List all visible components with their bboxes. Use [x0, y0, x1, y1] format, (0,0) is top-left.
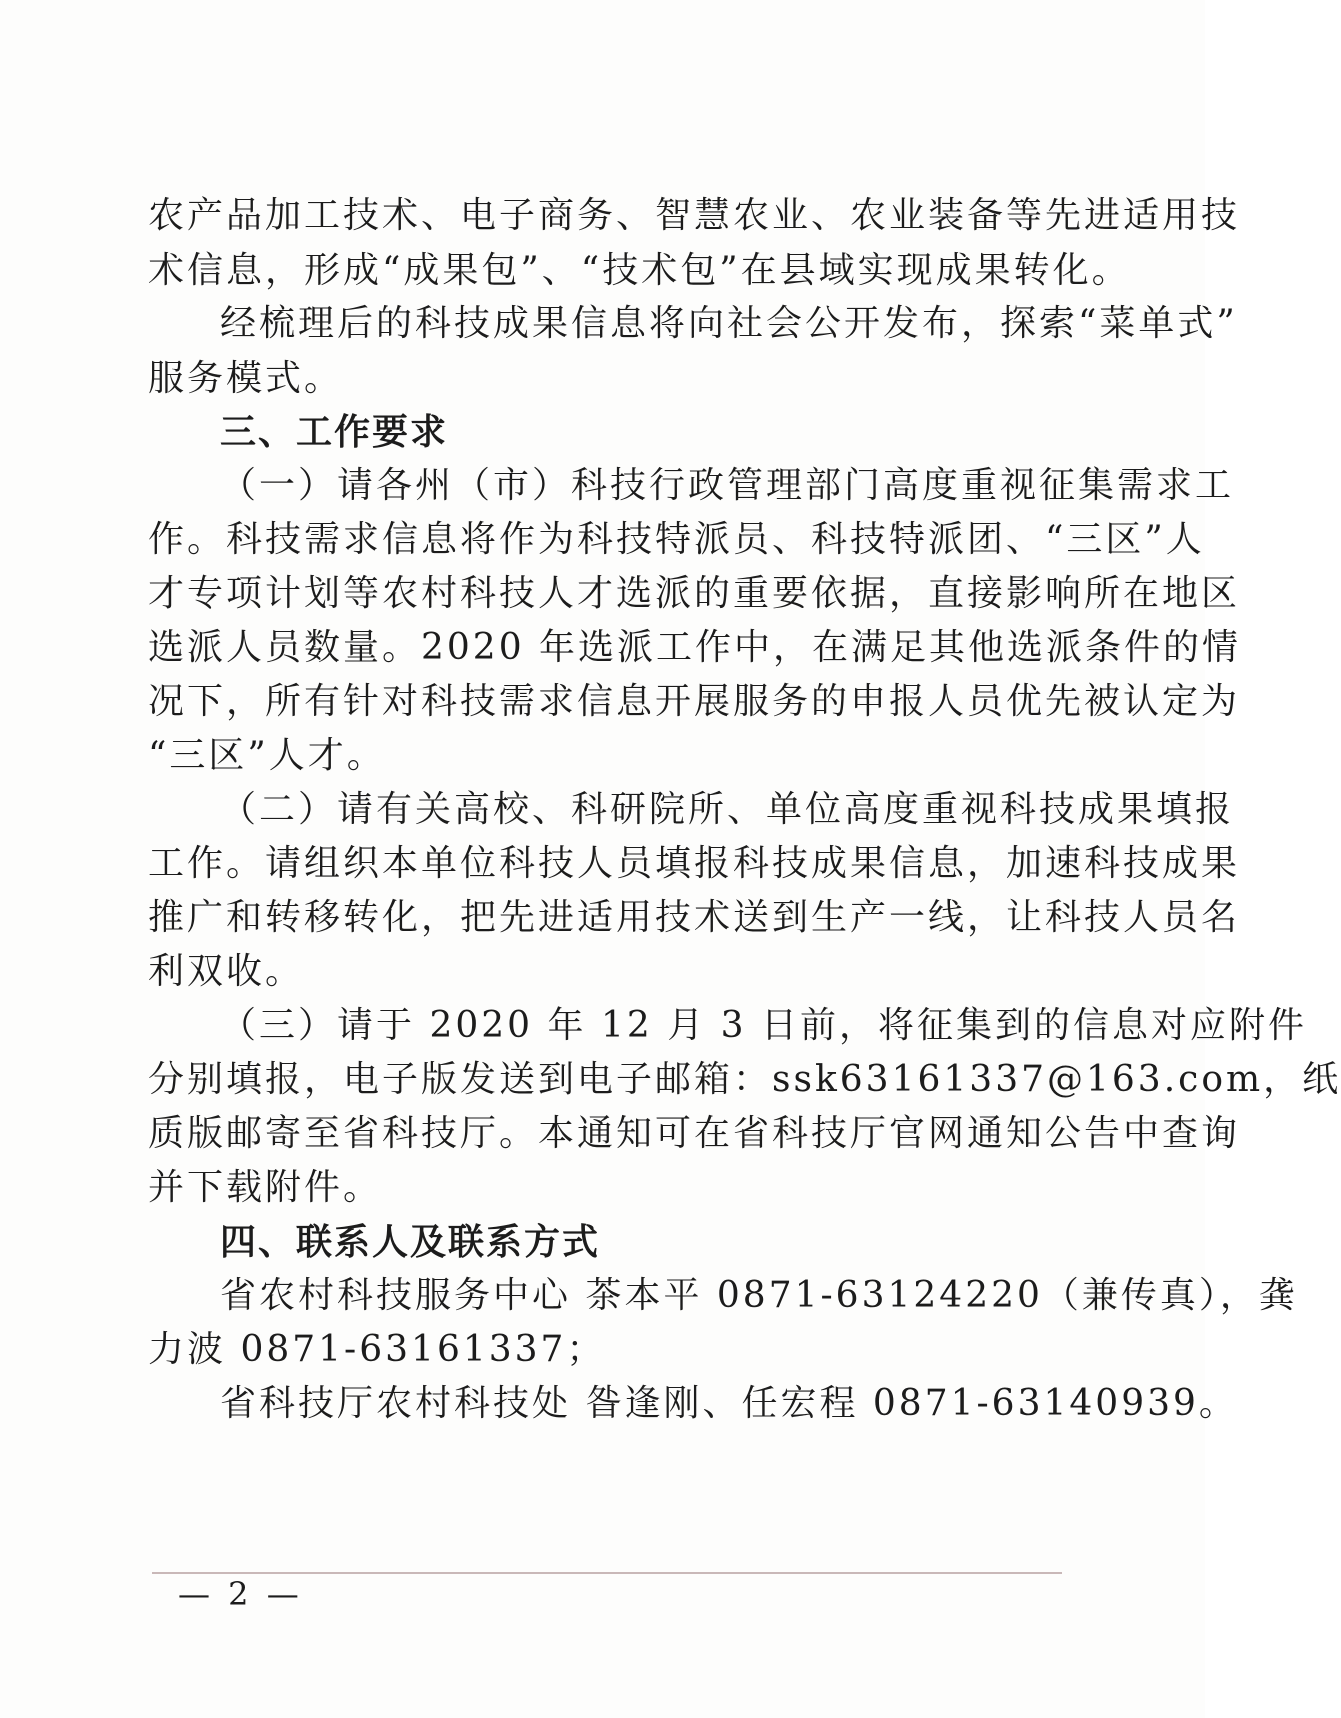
body-text-line: 选派人员数量。2020 年选派工作中，在满足其他选派条件的情: [148, 627, 1242, 668]
section-heading: 三、工作要求: [220, 411, 449, 453]
body-text-line: 服务模式。: [148, 358, 344, 399]
body-text-line: “三区”人才。: [148, 735, 386, 776]
body-text-line: 分别填报，电子版发送到电子邮箱：ssk63161337@163.com，纸: [148, 1059, 1341, 1100]
body-text-line: 力波 0871-63161337；: [148, 1329, 606, 1370]
page-number: — 2 —: [178, 1575, 303, 1613]
body-text-line: 经梳理后的科技成果信息将向社会公开发布，探索“菜单式”: [220, 303, 1238, 344]
body-text-line: 利双收。: [148, 951, 305, 992]
body-text-line: 况下，所有针对科技需求信息开展服务的申报人员优先被认定为: [148, 681, 1241, 722]
body-text-line: 作。科技需求信息将作为科技特派员、科技特派团、“三区”人: [148, 519, 1205, 560]
body-text-line: 农产品加工技术、电子商务、智慧农业、农业装备等先进适用技: [148, 195, 1241, 236]
body-text-line: 才专项计划等农村科技人才选派的重要依据，直接影响所在地区: [148, 573, 1241, 614]
body-text-line: （三）请于 2020 年 12 月 3 日前，将征集到的信息对应附件: [220, 1005, 1307, 1046]
body-text-line: 并下载附件。: [148, 1167, 383, 1208]
body-text-line: （一）请各州（市）科技行政管理部门高度重视征集需求工: [220, 465, 1235, 506]
body-text-line: 术信息，形成“成果包”、“技术包”在县域实现成果转化。: [148, 250, 1131, 291]
body-text-line: 省农村科技服务中心 茶本平 0871-63124220（兼传真），龚: [220, 1275, 1298, 1316]
body-text-line: 省科技厅农村科技处 昝逢刚、任宏程 0871-63140939。: [220, 1383, 1238, 1424]
body-text-line: 推广和转移转化，把先进适用技术送到生产一线，让科技人员名: [148, 897, 1241, 938]
body-text-line: （二）请有关高校、科研院所、单位高度重视科技成果填报: [220, 789, 1235, 830]
body-text-line: 工作。请组织本单位科技人员填报科技成果信息，加速科技成果: [148, 843, 1241, 884]
body-text-line: 质版邮寄至省科技厅。本通知可在省科技厅官网通知公告中查询: [148, 1113, 1241, 1154]
section-heading: 四、联系人及联系方式: [220, 1221, 601, 1263]
